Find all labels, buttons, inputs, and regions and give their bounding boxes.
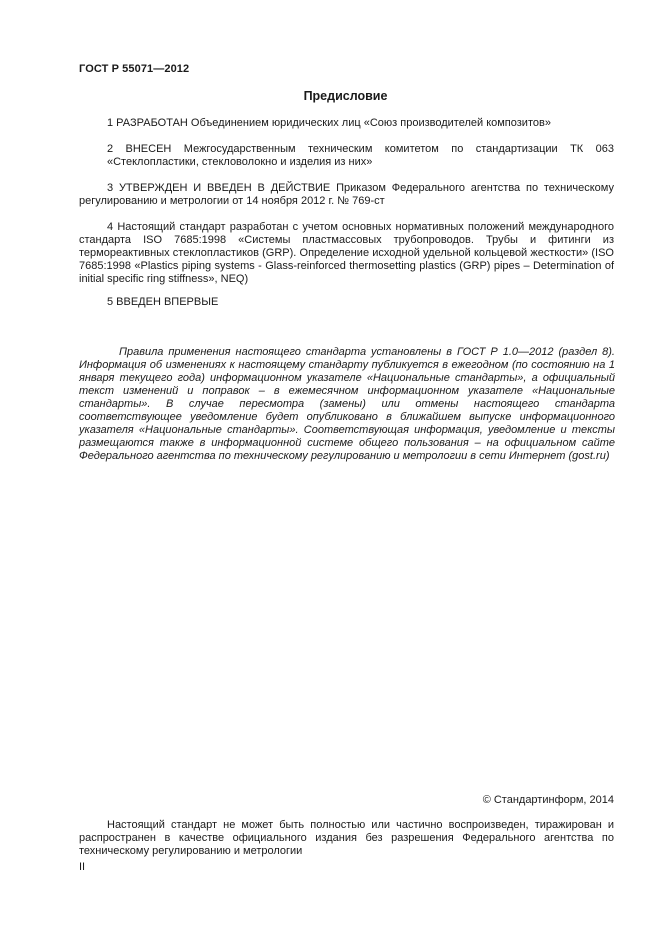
foreword-item-text: 1 РАЗРАБОТАН Объединением юридических лиц «Союз производителей композитов» bbox=[107, 117, 551, 129]
foreword-item-text: 2 ВНЕСЕН Межгосударственным техническим комитетом по стандартизации ТК 063 «Стеклопластики, стекловолокно и изделия из них» bbox=[107, 143, 614, 168]
foreword-item-2 bbox=[79, 143, 614, 169]
foreword-item-5 bbox=[79, 296, 614, 309]
foreword-item-1 bbox=[79, 117, 614, 130]
application-rules-notice: Правила применения настоящего стандарта установлены в ГОСТ Р 1.0—2012 (раздел 8). Информация об изменениях к настоящему стандарту публикуется в ежегодном (по состоянию на 1 января текущего года) информационном указателе «Национальные стандарты», а официальный текст изменений и поправок – в ежемесячном информационном указателе «Национальные стандарты». В случае пересмотра (замены) или отмены настоящего стандарта соответствующее уведомление будет опубликовано в ближайшем выпуске информационного указателя «Национальные стандарты». Соответствующая информация, уведомление и тексты размещаются также в информационной системе общего пользования – на официальном сайте Федерального агентства по техническому регулированию и метрологии в сети Интернет (gost.ru) bbox=[79, 346, 615, 462]
foreword-item-3 bbox=[79, 182, 614, 208]
standard-code: ГОСТ Р 55071—2012 bbox=[79, 63, 190, 75]
foreword-item-text: 5 ВВЕДЕН ВПЕРВЫЕ bbox=[107, 296, 219, 308]
page-title: Предисловие bbox=[303, 89, 388, 103]
copyright-line: © Стандартинформ, 2014 bbox=[482, 794, 614, 806]
reproduction-rights-notice: Настоящий стандарт не может быть полностью или частично воспроизведен, тиражирован и распространен в качестве официального издания без разрешения Федерального агентства по техническому регулированию и метрологии bbox=[79, 819, 614, 857]
foreword-item-text: 4 Настоящий стандарт разработан с учетом основных нормативных положений международного стандарта ISO 7685:1998 «Системы пластмассовых трубопроводов. Трубы и фитинги из термореактивных стеклопластиков (GRP). Определение исходной удельной кольцевой жесткости» (ISO 7685:1998 «Plastics piping systems - Glass-reinforced thermosetting plastics (GRP) pipes – Determination of initial specific ring stiffness», NEQ) bbox=[79, 221, 614, 285]
foreword-item-4 bbox=[79, 221, 614, 286]
foreword-item-text: 3 УТВЕРЖДЕН И ВВЕДЕН В ДЕЙСТВИЕ Приказом Федерального агентства по техническому регулированию и метрологии от 14 ноября 2012 г. № 769-ст bbox=[79, 182, 614, 207]
page-number: II bbox=[79, 861, 86, 873]
